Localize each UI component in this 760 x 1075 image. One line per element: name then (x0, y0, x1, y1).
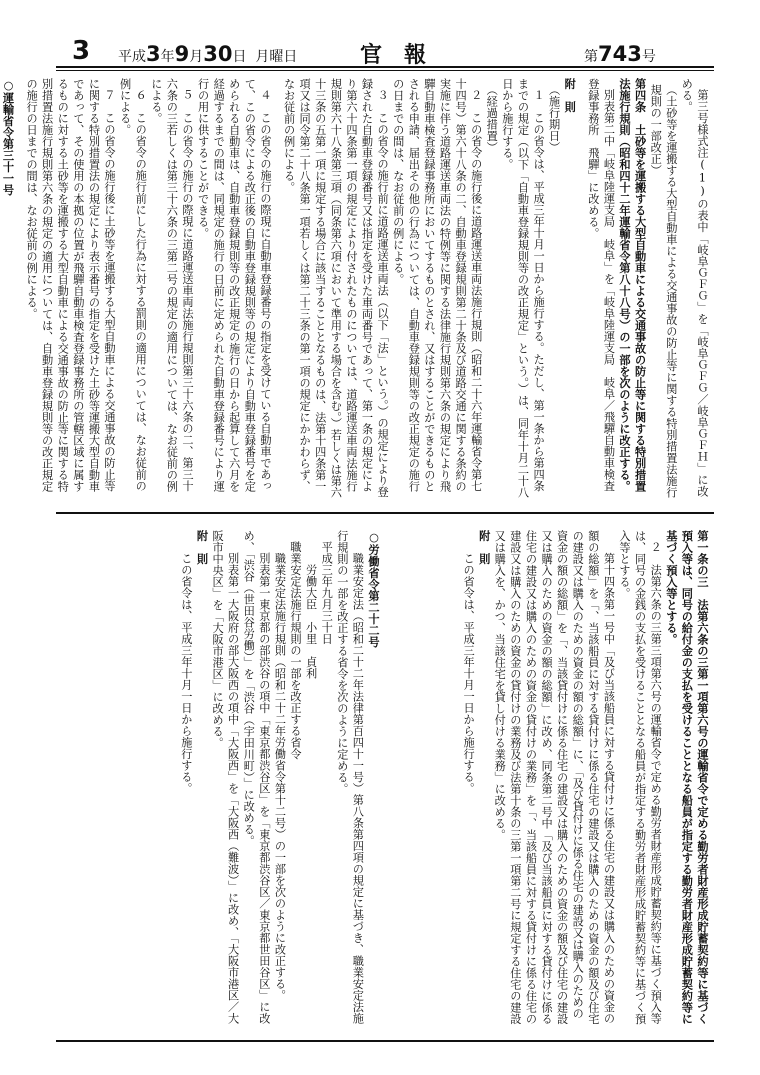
lower-section (56, 530, 714, 1025)
upper-section (1, 78, 714, 498)
text-column: 附 則 （施行期日） １ この省令は、平成三年十月一日から施行する。ただし、第一条から第四条までの規定（以下「自動車登録規則等の改正規定」という。）は、同年十月二十八日から施行する。 （経過措置） ２ この省令の施行後に道路運送車両法施行規則（昭和二十六年運輸省令第七十四号）第六十八条の二、自動車登録規則第二十条及び道路交通に関する条約の実施に伴う道路運送車両法の特例等に関する法律施行規則第六条の規定により飛驒自動車検査登録事務所においてするものとされ、又はすることができるものとされる申請、届出その他の行為については、自動車登録規則等の改正規定の施行の日までの間は、なお従前の例による。 ３ この省令の施行前に道路運送車両法（以下「法」という。）の規定により登録された自動車登録番号又は指定を受けた車両番号であって、第一条の規定により第六十四条第一項の規定により付されたものについては、道路運送車両法施行規則第六十八条第三項（同条第六項において準用する場合を含む。）若しくは第六十三条の五第一項に規定する場合に該当することとなるものは、法第十四条第一項又は同令第二十八条第一項若しくは第二十三条の第一項の規定にかかわらず、なお従前の例による。 (282, 78, 578, 498)
text-column: ４ この省令の施行の際現に自動車登録番号の指定を受けている自動車であって、この省令による改正後の自動車登録規則等の規定により自動車登録番号を定められる自動車は、自動車登録規則等の改正規定の施行の日から起算して六月を経過するまでの間は、同規定の施行の日前に定められた自動車登録番号により運行の用に供することができる。 ５ この省令の施行の際現に道路運送車両法施行規則第三十六条の二、第三十六条の三若しくは第三十六条の三第二号の規定の適用については、なお従前の例による。 ６ この省令の施行前にした行為に対する罰則の適用については、なお従前の例による。 ７ この省令の施行後に土砂等を運搬する大型自動車による交通事故の防止等に関する特別措置法の規定により表示番号の指定を受けた土砂等運搬大型自動車であって、その使用の本拠の位置が飛驒自動車検査登録事務所の管轄区域に属するものに対する土砂等を運搬する大型自動車による交通事故の防止等に関する特別措置法施行規則第六条の規定の適用については、自動車登録規則等の改正規定の施行の日までの間は、なお従前の例による。 (25, 78, 272, 492)
text-column: 第三号様式注(1)の表中「岐阜ＧＦＧ」を「岐阜ＧＦＧ／岐阜ＧＦＨ」に改める。 （土砂等を運搬する大型自動車による交通事故の防止等に関する特別措置法施行規則の一部改正） 第四条 土砂等を運搬する大型自動車による交通事故の防止等に関する特別措置法施行規則（昭和四十二年運輸省令第八十八号）の一部を次のように改正する。 別表第二中「岐阜陸運支局 岐阜」を「岐阜陸運支局 岐阜／飛驒自動車検査登録事務所 飛驒」に改める。 (586, 78, 709, 498)
section-divider (56, 512, 714, 514)
header-rule (56, 66, 714, 68)
weekday: 月曜日 (255, 49, 298, 65)
issue-date: 平成3年9月30日 月曜日 (118, 42, 298, 66)
header-rule-thin (56, 70, 714, 71)
gazette-title: 官報 (360, 42, 449, 68)
text-column: ○運輸省令第三十一号 (1, 78, 16, 196)
text-column: ○労働省令第二十二号 職業安定法（昭和二十二年法律第百四十一号）第八条第四項の規定に基づき、職業安定法施行規則の一部を改正する省令を次のように定める。 平成三年九月三十日 労働大臣 小里 貞利 職業安定法施行規則の一部を改正する省令 職業安定法施行規則（昭和二十二年労働省令第十二号）の一部を次のように改正する。 別表第一東京都の部渋谷の項中「東京都渋谷区」を「東京都渋谷区／東京都世田谷区」に改め、「渋谷（世田谷労働）」を「渋谷（宇田川町）」に改める。 別表第一大阪府の部大阪西の項中「大阪西」を「大阪西（難波）」に改め、「大阪市港区／大阪市中央区」を「大阪市港区」に改める。 附 則 この省令は、平成三年十月一日から施行する。 (179, 530, 381, 1025)
page-number: 3 (72, 36, 91, 66)
text-column: 第一条の三 法第六条の三第一項第六号の運輸省令で定める勤労者財産形成貯蓄契約等に基づく預入等は、同号の給付金の支払を受けることとなる船員が指定する勤労者財産形成貯蓄契約等に基づく預入等とする。 ２ 法第六条の三第三項第六号の運輸省令で定める勤労者財産形成貯蓄契約等に基づく預入等は、同号の金銭の支払を受けることとなる船員が指定する勤労者財産形成貯蓄契約等に基づく預入等とする。 第十四条第一号中「及び当該船員に対する貸付けに係る住宅の建設又は購入のための資金の額の総額」を「、当該船員に対する貸付けに係る住宅の建設又は購入のための資金の額及び住宅の建設又は購入のための資金の額の総額」に、「及び貸付けに係る住宅の建設又は購入のための資金の額の総額」を「、当該貸付けに係る住宅の建設又は購入のための資金の額及び住宅の建設又は購入のための資金の額の総額」に改め、同条第二号中「及び当該船員に対する貸付けに係る住宅の建設又は購入のための資金の貸付けの業務」を「、当該船員に対する貸付けに係る住宅の建設又は購入のための資金の貸付けの業務及び法第十条の三第一項第二号に規定する住宅の建設又は購入を、かつ、当該住宅を貸し付ける業務」に改める。 附 則 この省令は、平成三年十月一日から施行する。 (462, 530, 710, 1025)
footer-rule (56, 1040, 714, 1042)
issue-number: 第743号 (584, 42, 656, 66)
